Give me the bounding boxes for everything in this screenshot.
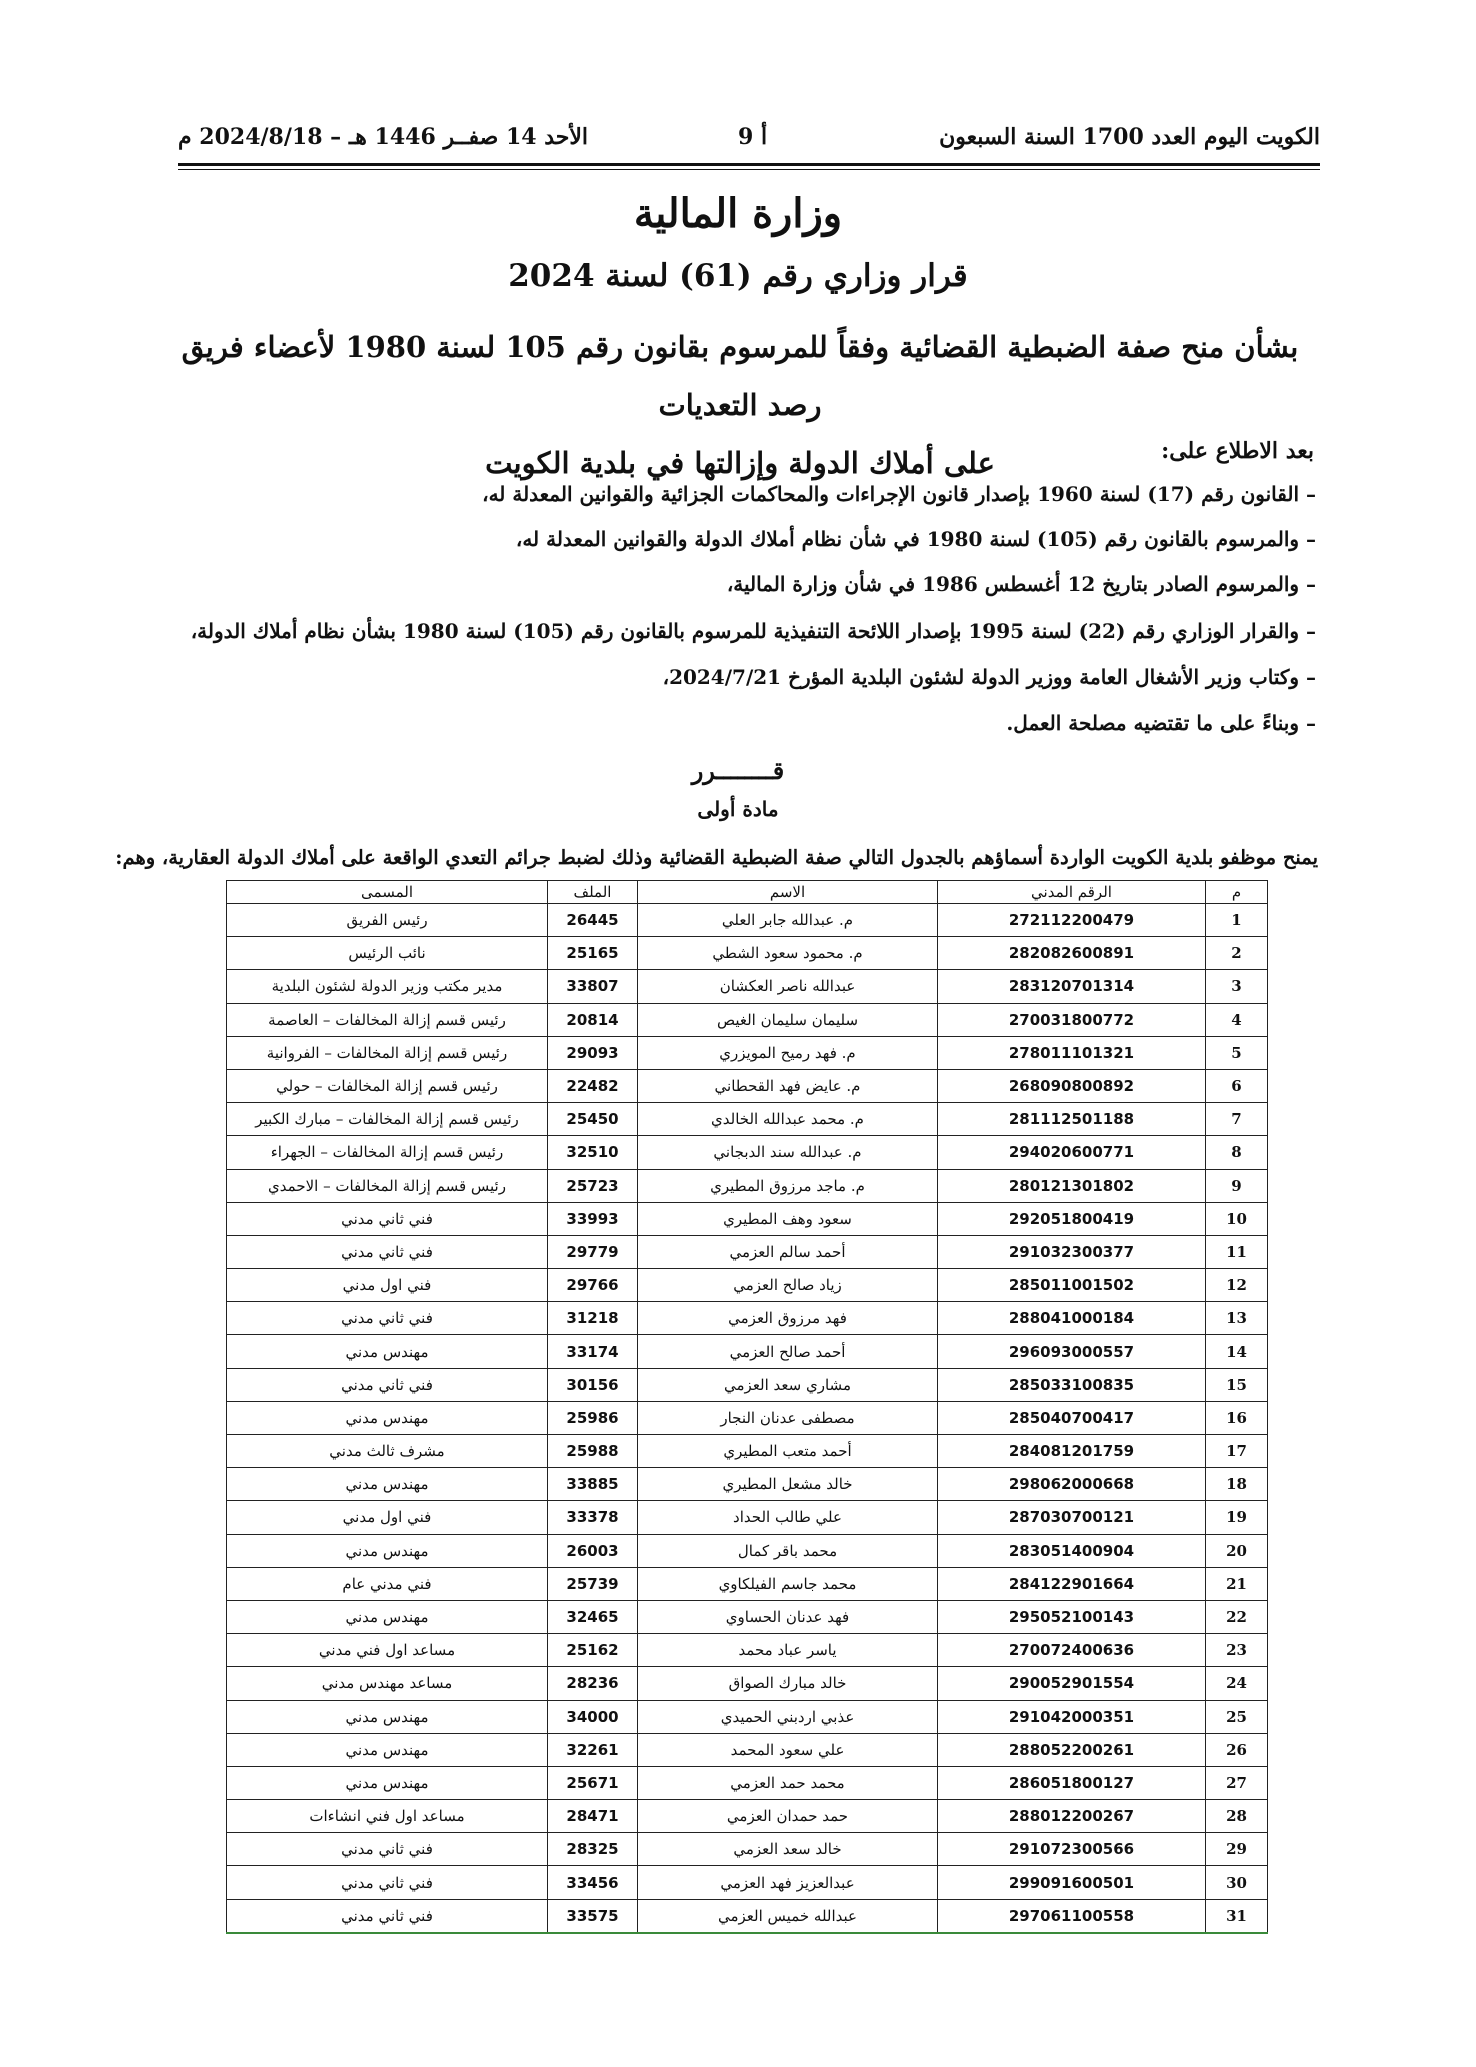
name-cell: فهد عدنان الحساوي [638,1600,938,1633]
table-row [227,1899,1268,1933]
civil-id-cell: 284122901664 [938,1567,1206,1600]
file-number-cell: 33456 [548,1866,638,1899]
table-row [227,1501,1268,1534]
name-cell: م. محمد عبدالله الخالدي [638,1103,938,1136]
header-name: الاسم [638,881,938,904]
civil-id-cell: 294020600771 [938,1136,1206,1169]
reference-item: – وكتاب وزير الأشغال العامة ووزير الدولة لشئون البلدية المؤرخ 2024/7/21، [662,665,1316,689]
file-number-cell: 25165 [548,937,638,970]
table-row [227,937,1268,970]
page-number: أ 9 [738,124,768,150]
row-number: 17 [1206,1435,1268,1468]
job-title-cell: مساعد مهندس مدني [227,1667,548,1700]
file-number-cell: 25988 [548,1435,638,1468]
name-cell: م. عايض فهد القحطاني [638,1069,938,1102]
article-text: يمنح موظفو بلدية الكويت الواردة أسماؤهم بالجدول التالي صفة الضبطية القضائية وذلك لضبط جرائم التعدي الواقعة على أملاك الدولة العقارية، وهم: [115,846,1318,869]
file-number-cell: 29779 [548,1235,638,1268]
name-cell: زياد صالح العزمي [638,1269,938,1302]
file-number-cell: 28471 [548,1800,638,1833]
row-number: 8 [1206,1136,1268,1169]
job-title-cell: مهندس مدني [227,1766,548,1799]
job-title-cell: فني ثاني مدني [227,1202,548,1235]
decree-title: قرار وزاري رقم (61) لسنة 2024 [508,258,968,294]
row-number: 4 [1206,1003,1268,1036]
row-number: 30 [1206,1866,1268,1899]
job-title-cell: فني ثاني مدني [227,1368,548,1401]
table-row [227,1733,1268,1766]
name-cell: سليمان سليمان الغيص [638,1003,938,1036]
job-title-cell: رئيس قسم إزالة المخالفات – الجهراء [227,1136,548,1169]
civil-id-cell: 291042000351 [938,1700,1206,1733]
file-number-cell: 33885 [548,1468,638,1501]
job-title-cell: رئيس قسم إزالة المخالفات – حولي [227,1069,548,1102]
file-number-cell: 28325 [548,1833,638,1866]
gazette-issue: الكويت اليوم العدد 1700 السنة السبعون [939,124,1320,150]
decree-subject [160,318,1320,492]
name-cell: علي سعود المحمد [638,1733,938,1766]
row-number: 18 [1206,1468,1268,1501]
civil-id-cell: 291072300566 [938,1833,1206,1866]
name-cell: مصطفى عدنان النجار [638,1401,938,1434]
table-row [227,1368,1268,1401]
name-cell: علي طالب الحداد [638,1501,938,1534]
row-number: 15 [1206,1368,1268,1401]
name-cell: خالد سعد العزمي [638,1833,938,1866]
job-title-cell: فني مدني عام [227,1567,548,1600]
civil-id-cell: 299091600501 [938,1866,1206,1899]
file-number-cell: 33174 [548,1335,638,1368]
job-title-cell: فني ثاني مدني [227,1235,548,1268]
subject-line-2: على أملاك الدولة وإزالتها في بلدية الكويت [485,446,995,480]
row-number: 25 [1206,1700,1268,1733]
row-number: 22 [1206,1600,1268,1633]
name-cell: فهد مرزوق العزمي [638,1302,938,1335]
table-row [227,1003,1268,1036]
civil-id-cell: 281112501188 [938,1103,1206,1136]
name-cell: ياسر عباد محمد [638,1634,938,1667]
row-number: 3 [1206,970,1268,1003]
name-cell: عذبي اردبني الحميدي [638,1700,938,1733]
file-number-cell: 33993 [548,1202,638,1235]
name-cell: عبدالعزيز فهد العزمي [638,1866,938,1899]
civil-id-cell: 282082600891 [938,937,1206,970]
file-number-cell: 33807 [548,970,638,1003]
file-number-cell: 31218 [548,1302,638,1335]
file-number-cell: 30156 [548,1368,638,1401]
table-row [227,1036,1268,1069]
file-number-cell: 25739 [548,1567,638,1600]
civil-id-cell: 292051800419 [938,1202,1206,1235]
file-number-cell: 25723 [548,1169,638,1202]
reference-item: – وبناءً على ما تقتضيه مصلحة العمل. [1006,711,1316,735]
row-number: 20 [1206,1534,1268,1567]
civil-id-cell: 285040700417 [938,1401,1206,1434]
civil-id-cell: 285011001502 [938,1269,1206,1302]
job-title-cell: مساعد اول فني انشاءات [227,1800,548,1833]
table-row [227,1468,1268,1501]
row-number: 29 [1206,1833,1268,1866]
table-row [227,1435,1268,1468]
table-row [227,1534,1268,1567]
header-civil-id: الرقم المدني [938,881,1206,904]
file-number-cell: 29093 [548,1036,638,1069]
job-title-cell: رئيس قسم إزالة المخالفات – مبارك الكبير [227,1103,548,1136]
row-number: 26 [1206,1733,1268,1766]
article-title: مادة أولى [697,797,779,821]
name-cell: م. ماجد مرزوق المطيري [638,1169,938,1202]
job-title-cell: فني ثاني مدني [227,1833,548,1866]
job-title-cell: فني ثاني مدني [227,1899,548,1933]
file-number-cell: 33378 [548,1501,638,1534]
job-title-cell: مدير مكتب وزير الدولة لشئون البلدية [227,970,548,1003]
row-number: 21 [1206,1567,1268,1600]
table-row [227,1069,1268,1102]
name-cell: أحمد صالح العزمي [638,1335,938,1368]
file-number-cell: 32261 [548,1733,638,1766]
row-number: 5 [1206,1036,1268,1069]
row-number: 28 [1206,1800,1268,1833]
civil-id-cell: 290052901554 [938,1667,1206,1700]
civil-id-cell: 288012200267 [938,1800,1206,1833]
file-number-cell: 29766 [548,1269,638,1302]
job-title-cell: رئيس الفريق [227,904,548,937]
civil-id-cell: 295052100143 [938,1600,1206,1633]
job-title-cell: فني اول مدني [227,1269,548,1302]
row-number: 14 [1206,1335,1268,1368]
reference-item: – والمرسوم بالقانون رقم (105) لسنة 1980 في شأن نظام أملاك الدولة والقوانين المعدلة له، [515,527,1316,551]
name-cell: حمد حمدان العزمي [638,1800,938,1833]
row-number: 6 [1206,1069,1268,1102]
job-title-cell: مهندس مدني [227,1733,548,1766]
row-number: 1 [1206,904,1268,937]
file-number-cell: 25671 [548,1766,638,1799]
table-row [227,1800,1268,1833]
name-cell: م. محمود سعود الشطي [638,937,938,970]
subject-line-1: بشأن منح صفة الضبطية القضائية وفقاً للمرسوم بقانون رقم 105 لسنة 1980 لأعضاء فريق رصد التعديات [181,330,1299,422]
row-number: 24 [1206,1667,1268,1700]
table-row [227,1700,1268,1733]
job-title-cell: نائب الرئيس [227,937,548,970]
table-row [227,1866,1268,1899]
name-cell: م. عبدالله سند الدبجاني [638,1136,938,1169]
file-number-cell: 32465 [548,1600,638,1633]
table-row [227,1103,1268,1136]
header-file: الملف [548,881,638,904]
job-title-cell: فني ثاني مدني [227,1866,548,1899]
job-title-cell: مهندس مدني [227,1534,548,1567]
table-row [227,1833,1268,1866]
table-row [227,1302,1268,1335]
table-row [227,1169,1268,1202]
table-row [227,1269,1268,1302]
reference-item: – والمرسوم الصادر بتاريخ 12 أغسطس 1986 في شأن وزارة المالية، [726,572,1316,596]
civil-id-cell: 283051400904 [938,1534,1206,1567]
header-rule-thin [178,169,1320,170]
civil-id-cell: 270031800772 [938,1003,1206,1036]
name-cell: خالد مبارك الصواق [638,1667,938,1700]
civil-id-cell: 268090800892 [938,1069,1206,1102]
after-review-heading: بعد الاطلاع على: [1161,438,1314,464]
name-cell: م. فهد رميح المويزري [638,1036,938,1069]
name-cell: مشاري سعد العزمي [638,1368,938,1401]
file-number-cell: 22482 [548,1069,638,1102]
civil-id-cell: 296093000557 [938,1335,1206,1368]
row-number: 16 [1206,1401,1268,1434]
name-cell: محمد حمد العزمي [638,1766,938,1799]
file-number-cell: 26445 [548,904,638,937]
job-title-cell: مساعد اول فني مدني [227,1634,548,1667]
file-number-cell: 32510 [548,1136,638,1169]
file-number-cell: 25450 [548,1103,638,1136]
civil-id-cell: 298062000668 [938,1468,1206,1501]
civil-id-cell: 288041000184 [938,1302,1206,1335]
civil-id-cell: 287030700121 [938,1501,1206,1534]
reference-item: – القانون رقم (17) لسنة 1960 بإصدار قانون الإجراءات والمحاكمات الجزائية والقوانين المعدلة له، [482,482,1316,506]
job-title-cell: مهندس مدني [227,1700,548,1733]
name-cell: أحمد متعب المطيري [638,1435,938,1468]
job-title-cell: رئيس قسم إزالة المخالفات – الفروانية [227,1036,548,1069]
row-number: 7 [1206,1103,1268,1136]
table-row [227,1567,1268,1600]
job-title-cell: مشرف ثالث مدني [227,1435,548,1468]
table-row [227,970,1268,1003]
civil-id-cell: 288052200261 [938,1733,1206,1766]
civil-id-cell: 286051800127 [938,1766,1206,1799]
job-title-cell: رئيس قسم إزالة المخالفات – العاصمة [227,1003,548,1036]
issue-date: الأحد 14 صفــر 1446 هـ – 2024/8/18 م [178,124,589,150]
job-title-cell: مهندس مدني [227,1468,548,1501]
table-row [227,1202,1268,1235]
page-header [178,124,1320,158]
civil-id-cell: 284081201759 [938,1435,1206,1468]
file-number-cell: 25162 [548,1634,638,1667]
table-row [227,1136,1268,1169]
job-title-cell: مهندس مدني [227,1401,548,1434]
file-number-cell: 33575 [548,1899,638,1933]
table-row [227,1600,1268,1633]
decided-heading: قــــــــرر [691,756,785,785]
reference-item: – والقرار الوزاري رقم (22) لسنة 1995 بإصدار اللائحة التنفيذية للمرسوم بالقانون رقم (105) لسنة 1980 بشأن نظام أملاك الدولة، [190,619,1316,643]
file-number-cell: 34000 [548,1700,638,1733]
file-number-cell: 26003 [548,1534,638,1567]
name-cell: خالد مشعل المطيري [638,1468,938,1501]
row-number: 31 [1206,1899,1268,1933]
civil-id-cell: 297061100558 [938,1899,1206,1933]
row-number: 2 [1206,937,1268,970]
row-number: 19 [1206,1501,1268,1534]
job-title-cell: مهندس مدني [227,1600,548,1633]
job-title-cell: مهندس مدني [227,1335,548,1368]
row-number: 12 [1206,1269,1268,1302]
civil-id-cell: 291032300377 [938,1235,1206,1268]
employees-table [226,880,1268,1934]
table-row [227,1235,1268,1268]
header-rule-thick [178,163,1320,166]
file-number-cell: 25986 [548,1401,638,1434]
table-row [227,1335,1268,1368]
name-cell: محمد جاسم الفيلكاوي [638,1567,938,1600]
ministry-title: وزارة المالية [633,190,843,237]
name-cell: عبدالله ناصر العكشان [638,970,938,1003]
job-title-cell: فني ثاني مدني [227,1302,548,1335]
civil-id-cell: 278011101321 [938,1036,1206,1069]
civil-id-cell: 283120701314 [938,970,1206,1003]
name-cell: أحمد سالم العزمي [638,1235,938,1268]
name-cell: عبدالله خميس العزمي [638,1899,938,1933]
row-number: 13 [1206,1302,1268,1335]
civil-id-cell: 272112200479 [938,904,1206,937]
name-cell: سعود وهف المطيري [638,1202,938,1235]
name-cell: محمد باقر كمال [638,1534,938,1567]
row-number: 27 [1206,1766,1268,1799]
file-number-cell: 28236 [548,1667,638,1700]
table-row [227,1667,1268,1700]
civil-id-cell: 285033100835 [938,1368,1206,1401]
name-cell: م. عبدالله جابر العلي [638,904,938,937]
table-row [227,1401,1268,1434]
civil-id-cell: 280121301802 [938,1169,1206,1202]
job-title-cell: رئيس قسم إزالة المخالفات – الاحمدي [227,1169,548,1202]
table-row [227,1634,1268,1667]
header-title: المسمى [227,881,548,904]
table-row [227,1766,1268,1799]
file-number-cell: 20814 [548,1003,638,1036]
job-title-cell: فني اول مدني [227,1501,548,1534]
row-number: 10 [1206,1202,1268,1235]
table-row [227,904,1268,937]
row-number: 9 [1206,1169,1268,1202]
table-header-row [227,881,1268,904]
row-number: 23 [1206,1634,1268,1667]
civil-id-cell: 270072400636 [938,1634,1206,1667]
header-no: م [1206,881,1268,904]
row-number: 11 [1206,1235,1268,1268]
